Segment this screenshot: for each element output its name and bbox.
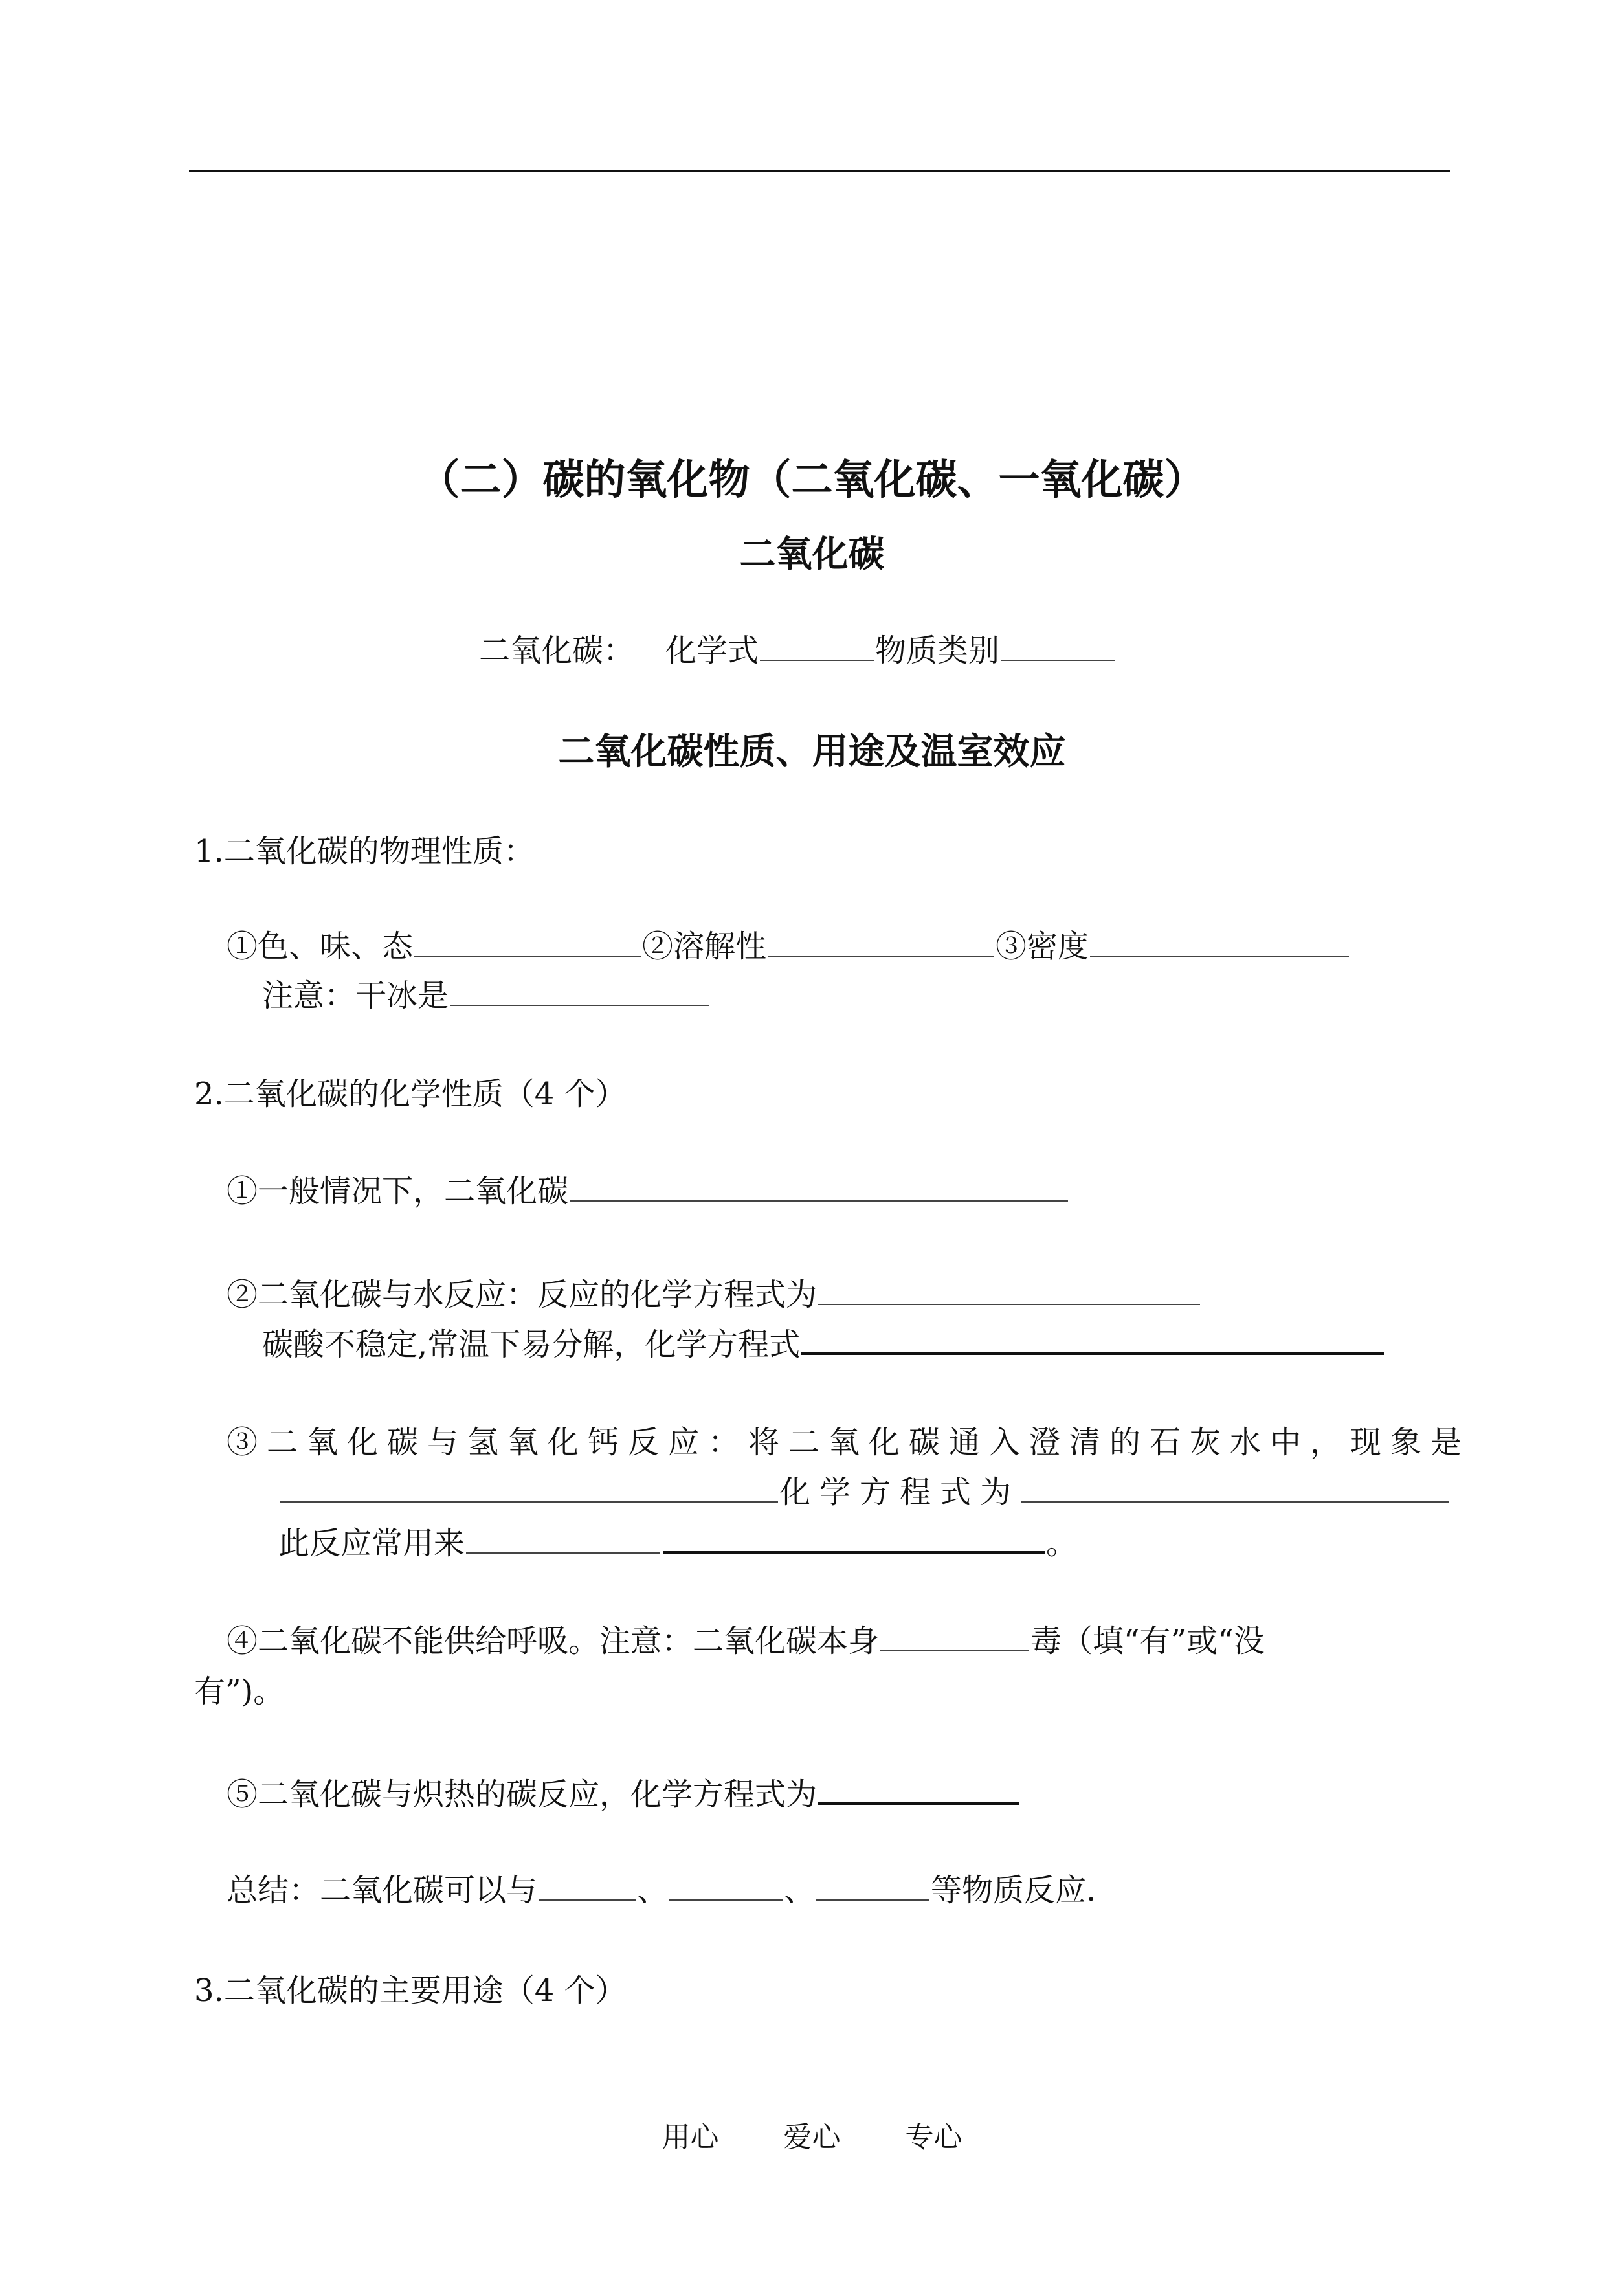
color-blank[interactable]	[414, 927, 641, 957]
page-title: （二）碳的氧化物（二氧化碳、一氧化碳）	[418, 456, 1206, 504]
q2-item5: ⑤二氧化碳与炽热的碳反应，化学方程式为	[227, 1776, 818, 1813]
intro-label: 二氧化碳：	[479, 632, 635, 669]
footer-item: 用心	[662, 2121, 719, 2154]
summary-suffix: 等物质反应.	[931, 1872, 1096, 1908]
summary-separator: 、	[637, 1872, 669, 1908]
summary-separator: 、	[784, 1872, 816, 1908]
q1-heading: 1.二氧化碳的物理性质：	[194, 833, 535, 869]
category-blank[interactable]	[1001, 631, 1115, 661]
summary-blank-2[interactable]	[669, 1871, 783, 1901]
summary-blank-3[interactable]	[816, 1871, 929, 1901]
q1-note: 注意：干冰是	[262, 978, 449, 1014]
q1-items-line	[227, 927, 1350, 966]
q2-item3-line2	[278, 1473, 1450, 1512]
footer-item: 专心	[905, 2121, 962, 2154]
summary-line	[227, 1871, 1096, 1910]
q2-item2: ②二氧化碳与水反应：反应的化学方程式为	[227, 1277, 818, 1313]
q2-item3-line1: ③二氧化碳与氢氧化钙反应：将二氧化碳通入澄清的石灰水中，现象是	[227, 1424, 1471, 1460]
q1-item-solubility: ②溶解性	[642, 928, 767, 965]
q3-heading: 3.二氧化碳的主要用途（4 个）	[194, 1973, 627, 2009]
q1-item-density: ③密度	[996, 928, 1089, 965]
density-blank[interactable]	[1090, 927, 1349, 957]
q2-item3-end: 。	[1046, 1525, 1078, 1561]
formula-blank[interactable]	[760, 631, 874, 661]
item3-equation-blank[interactable]	[1021, 1473, 1449, 1503]
q2-heading: 2.二氧化碳的化学性质（4 个）	[194, 1076, 627, 1112]
summary-blank-1[interactable]	[539, 1871, 636, 1901]
q2-item4-suffix: 毒（填“有”或“没	[1030, 1623, 1265, 1659]
q2-item2b-line	[262, 1324, 1385, 1364]
q2-item3-usage: 此反应常用来	[278, 1525, 465, 1561]
q2-item4-line2: 有”)。	[194, 1673, 285, 1710]
item2b-blank[interactable]	[801, 1324, 1384, 1355]
phenomenon-blank[interactable]	[280, 1473, 778, 1503]
item5-blank[interactable]	[818, 1774, 1019, 1805]
q2-item3-line3	[278, 1523, 1077, 1563]
usage-blank-1[interactable]	[466, 1524, 660, 1554]
q2-item4-line1	[227, 1622, 1265, 1661]
category-label: 物质类别	[875, 632, 1000, 669]
item1-blank[interactable]	[570, 1172, 1068, 1202]
solubility-blank[interactable]	[768, 927, 994, 957]
q2-item1: ①一般情况下，二氧化碳	[227, 1173, 569, 1209]
item2-blank[interactable]	[818, 1275, 1200, 1305]
summary-prefix: 总结：二氧化碳可以与	[227, 1872, 538, 1908]
q2-item1-line	[227, 1172, 1069, 1211]
intro-line	[479, 631, 1116, 670]
q1-note-line	[262, 976, 710, 1015]
footer-item: 爱心	[783, 2121, 841, 2154]
q2-item5-line	[227, 1774, 1020, 1814]
page-subtitle: 二氧化碳	[739, 533, 885, 576]
q2-item2-line	[227, 1275, 1201, 1314]
q2-item3-mid: 化学方程式为	[779, 1474, 1021, 1510]
toxicity-blank[interactable]	[880, 1622, 1029, 1651]
q2-item2b: 碳酸不稳定,常温下易分解，化学方程式	[262, 1326, 801, 1363]
formula-label: 化学式	[665, 632, 759, 669]
section-title: 二氧化碳性质、用途及温室效应	[558, 731, 1066, 773]
page-footer	[0, 2114, 1624, 2155]
header-rule	[189, 170, 1450, 172]
dry-ice-blank[interactable]	[450, 976, 709, 1006]
q1-item-color: ①色、味、态	[227, 928, 414, 965]
usage-blank-2[interactable]	[663, 1523, 1045, 1554]
q2-item4: ④二氧化碳不能供给呼吸。注意：二氧化碳本身	[227, 1623, 880, 1659]
